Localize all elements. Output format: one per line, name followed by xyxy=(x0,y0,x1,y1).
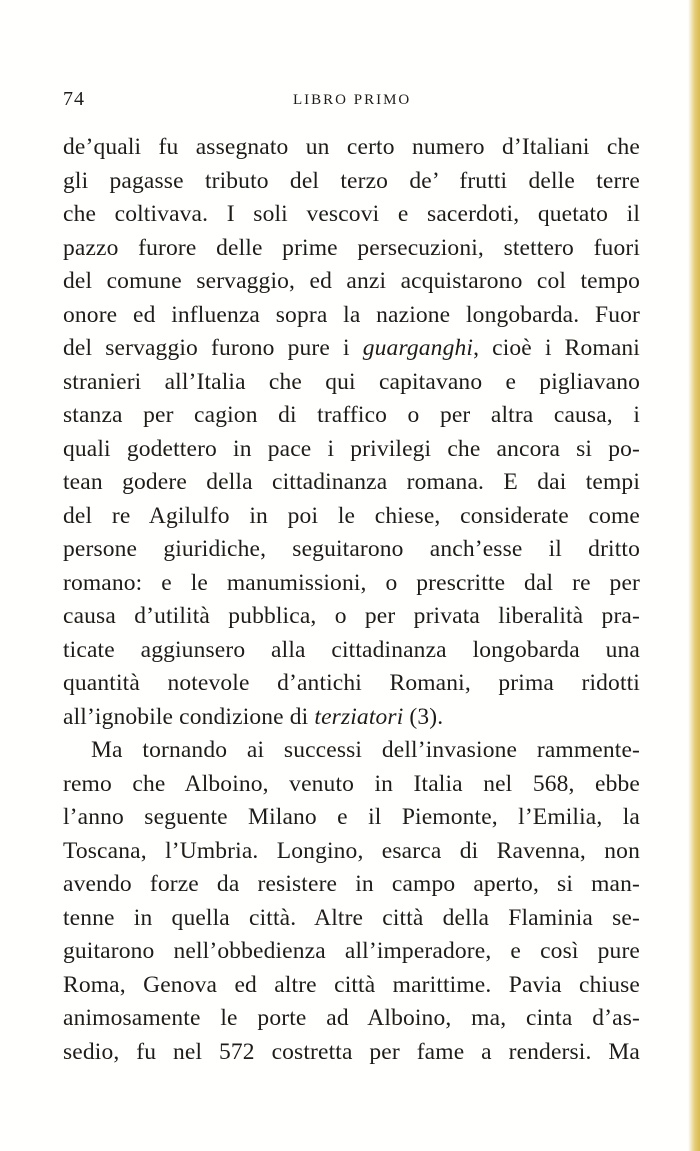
text-fragment: del servaggio furono pure i xyxy=(63,335,363,361)
text-line: Roma, Genova ed altre città marittime. Pavia chiuse xyxy=(63,971,640,998)
text-line-with-italic xyxy=(63,701,640,735)
text-line: Ma tornando ai successi dell’invasione rammente- xyxy=(91,737,640,763)
paragraph xyxy=(63,734,640,1069)
paragraph xyxy=(63,131,640,734)
text-line: romano: e le manumissioni, o prescritte dal re per xyxy=(63,569,640,596)
text-line: tenne in quella città. Altre città della Flaminia se- xyxy=(63,904,640,931)
text-line: causa d’utilità pubblica, o per privata liberalità pra- xyxy=(63,603,640,629)
page-edge xyxy=(688,0,700,1151)
text-line: che coltivava. I soli vescovi e sacerdoti, quetato il xyxy=(63,201,640,227)
text-line: quali godettero in pace i privilegi che ancora si po- xyxy=(63,435,640,462)
text-fragment: (3). xyxy=(403,703,444,730)
italic-term: terziatori xyxy=(314,703,404,730)
text-line: Toscana, l’Umbria. Longino, esarca di Ravenna, non xyxy=(63,837,640,864)
text-line: animosamente le porte ad Alboino, ma, cinta d’as- xyxy=(63,1005,640,1031)
text-line: stanza per cagion di traffico o per altra causa, i xyxy=(63,402,640,428)
text-line: sedio, fu nel 572 costretta per fame a rendersi. Ma xyxy=(63,1038,640,1065)
text-line: del re Agilulfo in poi le chiese, considerate come xyxy=(63,502,640,529)
italic-term: guarganghi xyxy=(362,335,474,361)
page-header xyxy=(63,88,640,118)
text-line: remo che Alboino, venuto in Italia nel 568, ebbe xyxy=(63,770,640,797)
text-line: quantità notevole d’antichi Romani, prima ridotti xyxy=(63,670,640,696)
text-line: tean godere della cittadinanza romana. E dai tempi xyxy=(63,469,640,495)
text-line: stranieri all’Italia che qui capitavano e pigliavano xyxy=(63,368,640,395)
page-number: 74 xyxy=(63,88,85,110)
text-fragment: , cioè i Romani xyxy=(473,335,640,361)
text-line: l’anno seguente Milano e il Piemonte, l’Emilia, la xyxy=(63,804,640,830)
running-head: LIBRO PRIMO xyxy=(293,92,412,108)
text-line-with-italic xyxy=(63,332,640,366)
text-line: guitarono nell’obbedienza all’imperadore, e così pure xyxy=(63,938,640,964)
text-line: gli pagasse tributo del terzo de’ frutti delle terre xyxy=(63,167,640,194)
text-line: pazzo furore delle prime persecuzioni, stettero fuori xyxy=(63,234,640,261)
text-line: avendo forze da resistere in campo aperto, si man- xyxy=(63,871,640,897)
text-line: ticate aggiunsero alla cittadinanza longobarda una xyxy=(63,636,640,663)
text-line: persone giuridiche, seguitarono anch’esse il dritto xyxy=(63,536,640,562)
text-fragment: all’ignobile condizione di xyxy=(63,703,315,730)
body-text xyxy=(63,131,640,1069)
text-line: de’quali fu assegnato un certo numero d’Italiani che xyxy=(63,134,640,160)
text-line: del comune servaggio, ed anzi acquistarono col tempo xyxy=(63,268,640,294)
text-line: onore ed influenza sopra la nazione longobarda. Fuor xyxy=(63,301,640,328)
